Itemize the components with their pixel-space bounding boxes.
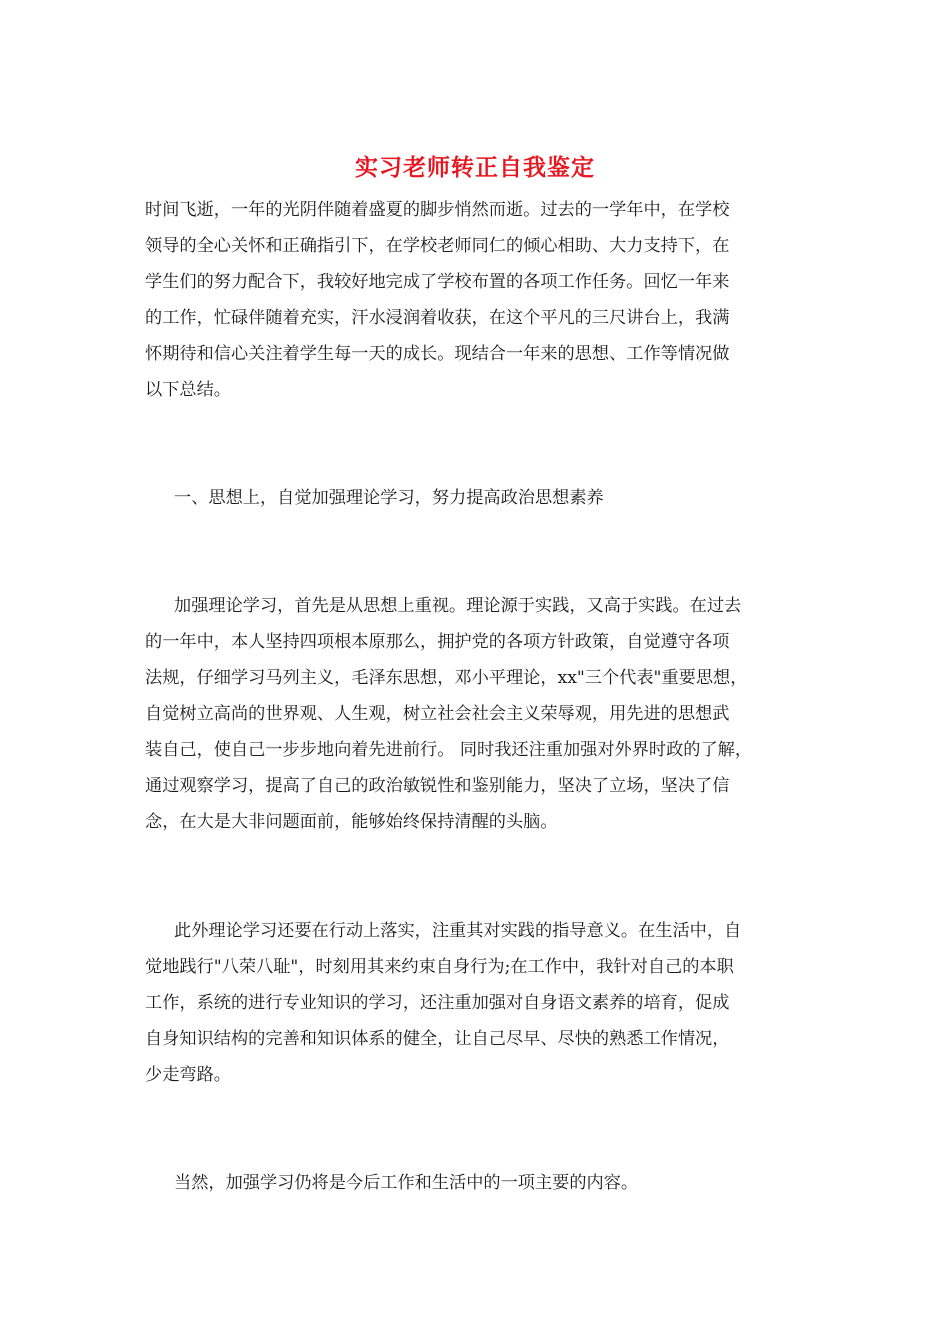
- paragraph-line: 加强理论学习，首先是从思想上重视。理论源于实践，又高于实践。在过去: [174, 596, 742, 616]
- paragraph-line: 领导的全心关怀和正确指引下，在学校老师同仁的倾心相助、大力支持下，在: [145, 236, 730, 256]
- paragraph-line: 自身知识结构的完善和知识体系的健全，让自己尽早、尽快的熟悉工作情况，: [145, 1029, 730, 1049]
- paragraph-line: 少走弯路。: [145, 1065, 231, 1085]
- paragraph-line: 法规，仔细学习马列主义，毛泽东思想，邓小平理论，xx"三个代表"重要思想，: [145, 668, 748, 688]
- paragraph-conclusion: [145, 1165, 835, 1201]
- paragraph-practice: [145, 913, 835, 1093]
- paragraph-line: 觉地践行"八荣八耻"，时刻用其来约束自身行为;在工作中，我针对自己的本职: [145, 957, 734, 977]
- paragraph-line: 装自己，使自己一步步地向着先进前行。 同时我还注重加强对外界时政的了解，: [145, 740, 753, 760]
- paragraph-line: 自觉树立高尚的世界观、人生观，树立社会社会主义荣辱观，用先进的思想武: [145, 704, 730, 724]
- paragraph-line: 念，在大是大非问题面前，能够始终保持清醒的头脑。: [145, 812, 558, 832]
- paragraph-line: 此外理论学习还要在行动上落实，注重其对实践的指导意义。在生活中，自: [174, 921, 742, 941]
- paragraph-line: 怀期待和信心关注着学生每一天的成长。现结合一年来的思想、工作等情况做: [145, 344, 730, 364]
- paragraph-line: 工作，系统的进行专业知识的学习，还注重加强对自身语文素养的培育，促成: [145, 993, 730, 1013]
- paragraph-line: 的工作，忙碌伴随着充实，汗水浸润着收获，在这个平凡的三尺讲台上，我满: [145, 308, 730, 328]
- paragraph-line: 时间飞逝，一年的光阴伴随着盛夏的脚步悄然而逝。过去的一学年中，在学校: [145, 200, 730, 220]
- paragraph-line: 学生们的努力配合下，我较好地完成了学校布置的各项工作任务。回忆一年来: [145, 272, 730, 292]
- section-heading: [145, 480, 835, 516]
- section-heading-text: 一、思想上，自觉加强理论学习，努力提高政治思想素养: [174, 488, 604, 508]
- paragraph-intro: [145, 192, 835, 408]
- paragraph-theory-study: [145, 588, 835, 840]
- page-title: 实习老师转正自我鉴定: [355, 155, 595, 181]
- paragraph-line: 通过观察学习，提高了自己的政治敏锐性和鉴别能力，坚决了立场，坚决了信: [145, 776, 730, 796]
- paragraph-line: 当然，加强学习仍将是今后工作和生活中的一项主要的内容。: [174, 1173, 639, 1193]
- paragraph-line: 以下总结。: [145, 380, 231, 400]
- paragraph-line: 的一年中，本人坚持四项根本原那么，拥护党的各项方针政策，自觉遵守各项: [145, 632, 730, 652]
